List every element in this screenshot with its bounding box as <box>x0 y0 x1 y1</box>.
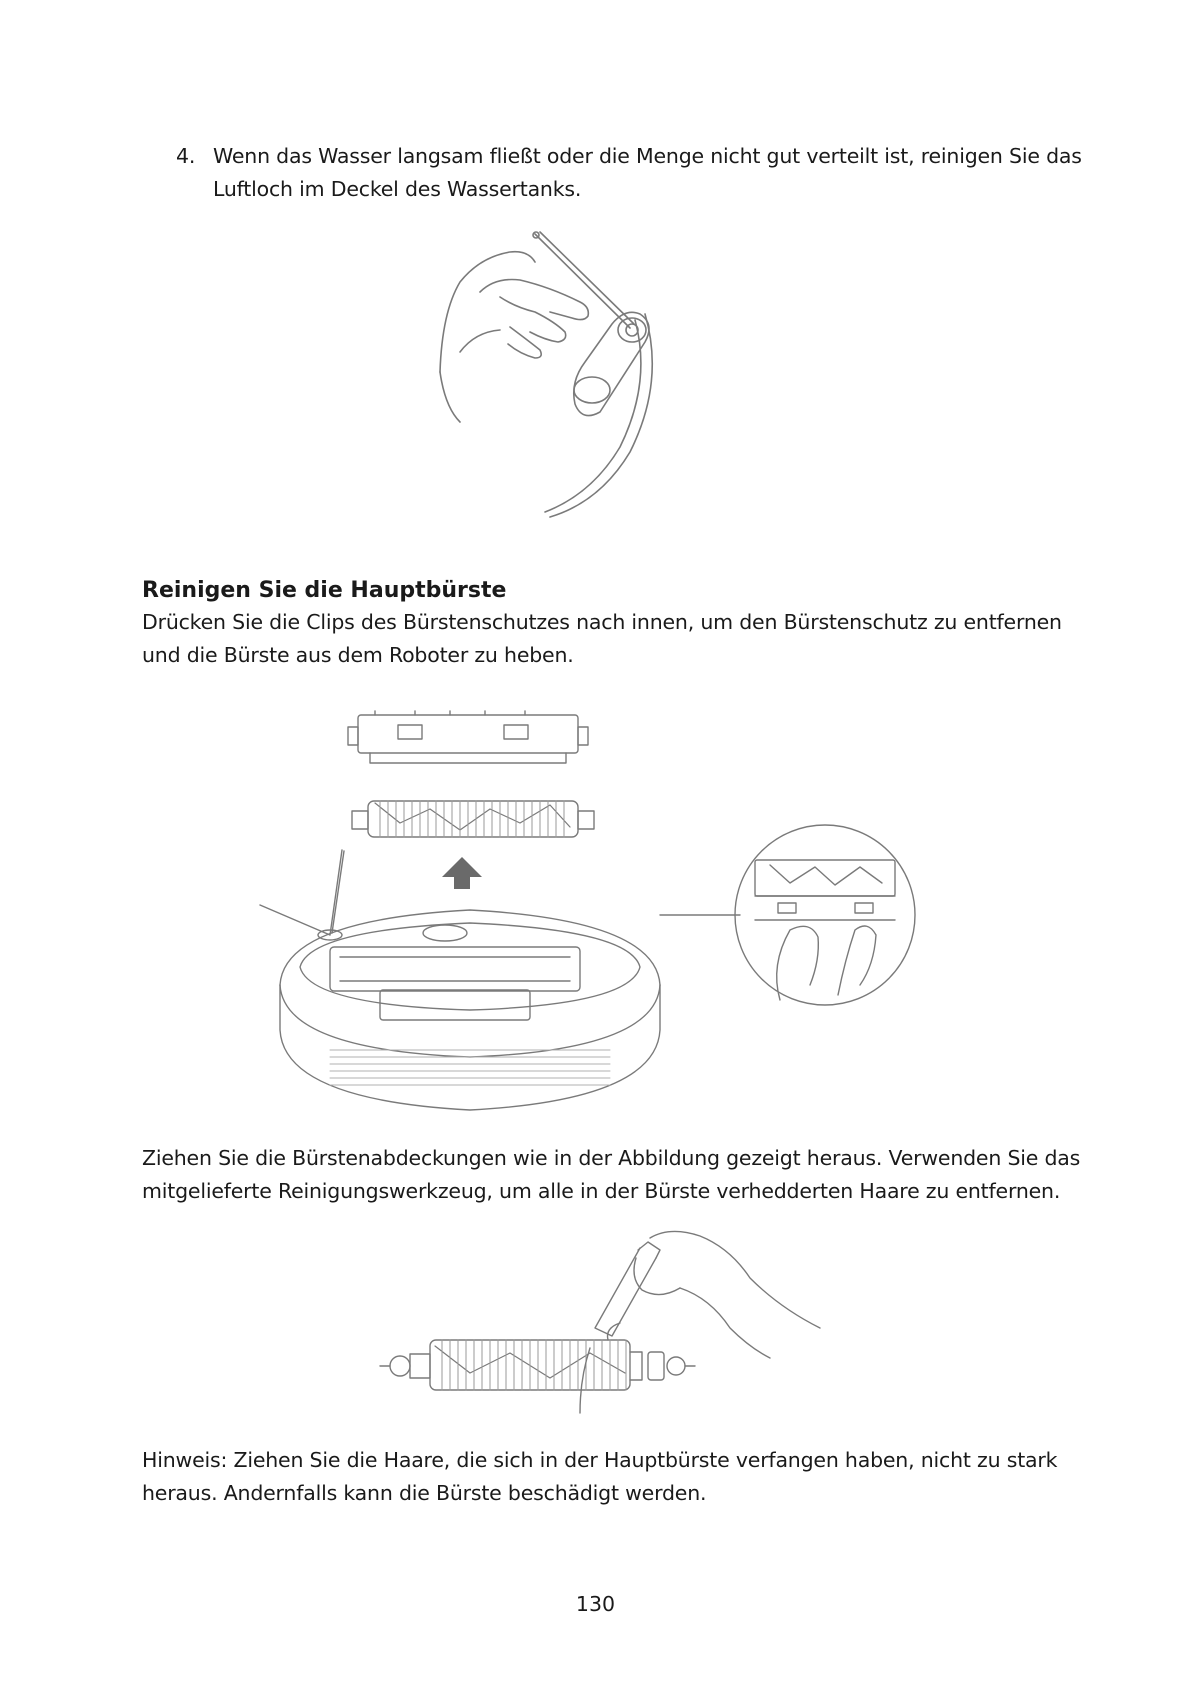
robot-brush-removal-icon <box>270 705 910 1115</box>
brush-cleaning-tool-icon <box>380 1228 830 1418</box>
step-text: Wenn das Wasser langsam fließt oder die Menge nicht gut verteilt ist, reinigen Sie das Luftloch im Deckel des Wassertanks. <box>213 144 1082 201</box>
paragraph-clean-brush: Ziehen Sie die Bürstenabdeckungen wie in der Abbildung gezeigt heraus. Verwenden Sie das mitgelieferte Reinigungswerkzeug, um alle in der Bürste verhedderten Haare zu entfernen. <box>142 1146 1081 1203</box>
note-text: Hinweis: Ziehen Sie die Haare, die sich in der Hauptbürste verfangen haben, nicht zu stark heraus. Andernfalls kann die Bürste beschädigt werden. <box>142 1448 1058 1505</box>
water-tank-lid-cleaning-icon <box>440 232 700 522</box>
page-number: 130 <box>575 1592 616 1616</box>
section-heading: Reinigen Sie die Hauptbürste <box>142 578 507 603</box>
paragraph-remove-brush: Drücken Sie die Clips des Bürstenschutzes nach innen, um den Bürstenschutz zu entfernen und die Bürste aus dem Roboter zu heben. <box>142 610 1062 667</box>
step-number: 4. <box>176 144 196 168</box>
